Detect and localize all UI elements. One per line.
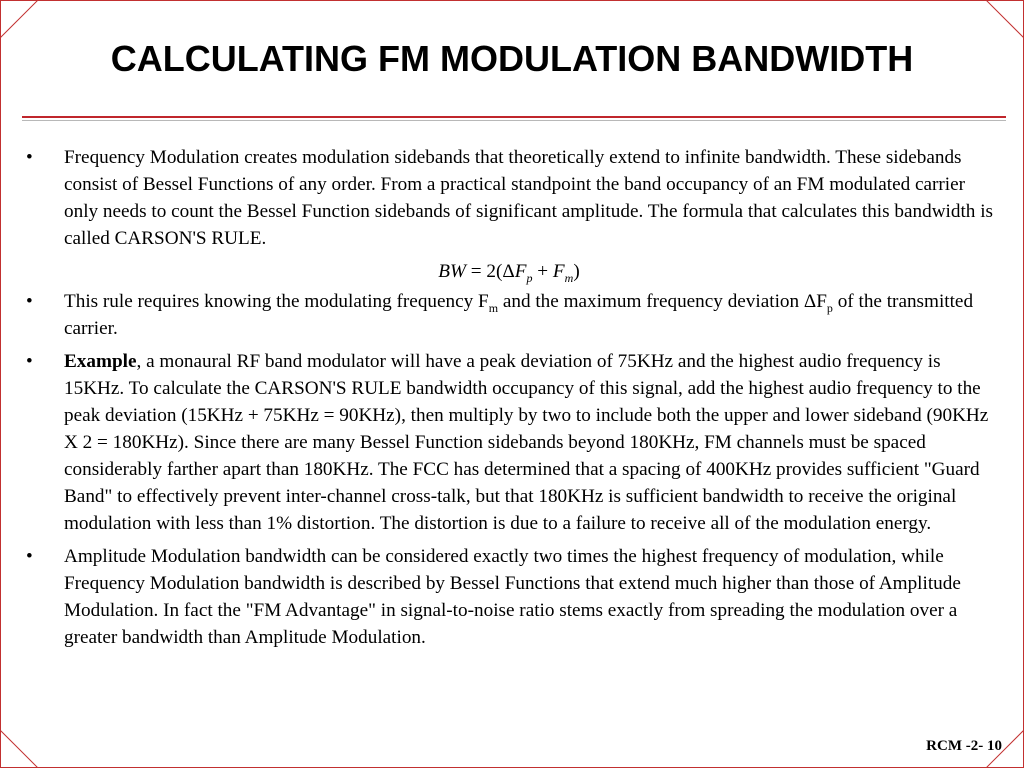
carsons-rule-formula: BW = $2(\Delta F_p + F_m)$ <box>438 261 580 285</box>
bullet-marker: • <box>26 291 33 312</box>
bullet-text: Frequency Modulation creates modulation sidebands that theoretically extend to infinite bandwidth. These sidebands consist of Bessel Functions of any order. From a practical standpoint the band occupancy of an FM modulated carrier only needs to count the Bessel Function sidebands of significant amplitude. The formula that calculates this bandwidth is called CARSON'S RULE. <box>64 147 993 249</box>
slide-body <box>24 144 994 657</box>
bullet-marker: • <box>26 546 33 567</box>
corner-decoration-bottom-left <box>0 728 40 768</box>
bullet-item-1 <box>24 144 994 252</box>
bullet-text: Amplitude Modulation bandwidth can be considered exactly two times the highest frequency of modulation, while Frequency Modulation bandwidth is described by Bessel Functions that extend much higher than those of Amplitude Modulation. In fact the "FM Advantage" in signal-to-noise ratio stems exactly from spreading the modulation over a greater bandwidth than Amplitude Modulation. <box>64 546 961 648</box>
slide-title: CALCULATING FM MODULATION BANDWIDTH <box>110 38 914 79</box>
bullet-text: This rule requires knowing the modulating frequency $F_m$ and the maximum frequency deviation $\Delta F_p$ of the transmitted carrier. <box>64 291 974 339</box>
corner-decoration-top-left <box>0 0 40 40</box>
title-divider-red <box>22 116 1006 118</box>
bullet-marker: • <box>26 351 33 372</box>
title-divider-gray <box>22 120 1006 121</box>
corner-decoration-top-right <box>984 0 1024 40</box>
example-label: Example <box>64 351 137 372</box>
bullet-item-2 <box>24 288 994 342</box>
bullet-item-4 <box>24 543 994 651</box>
bullet-item-3 <box>24 348 994 537</box>
slide-footer: RCM -2- 10 <box>926 738 1002 754</box>
bullet-marker: • <box>26 147 33 168</box>
bullet-text: Example, a monaural RF band modulator will have a peak deviation of 75KHz and the highest audio frequency is 15KHz. To calculate the CARSON'S RULE bandwidth occupancy of this signal, add the highest audio frequency to the peak deviation (15KHz + 75KHz = 90KHz), then multiply by two to include both the upper and lower sideband (90KHz X 2 = 180KHz). Since there are many Bessel Function sidebands beyond 180KHz, FM channels must be spaced considerably farther apart than 180KHz. The FCC has determined that a spacing of 400KHz provides sufficient "Guard Band" to effectively prevent inter-channel cross-talk, but that 180KHz is sufficient bandwidth to receive the original modulation with less than 1% distortion. The distortion is due to a failure to receive all of the modulation energy. <box>64 351 989 534</box>
